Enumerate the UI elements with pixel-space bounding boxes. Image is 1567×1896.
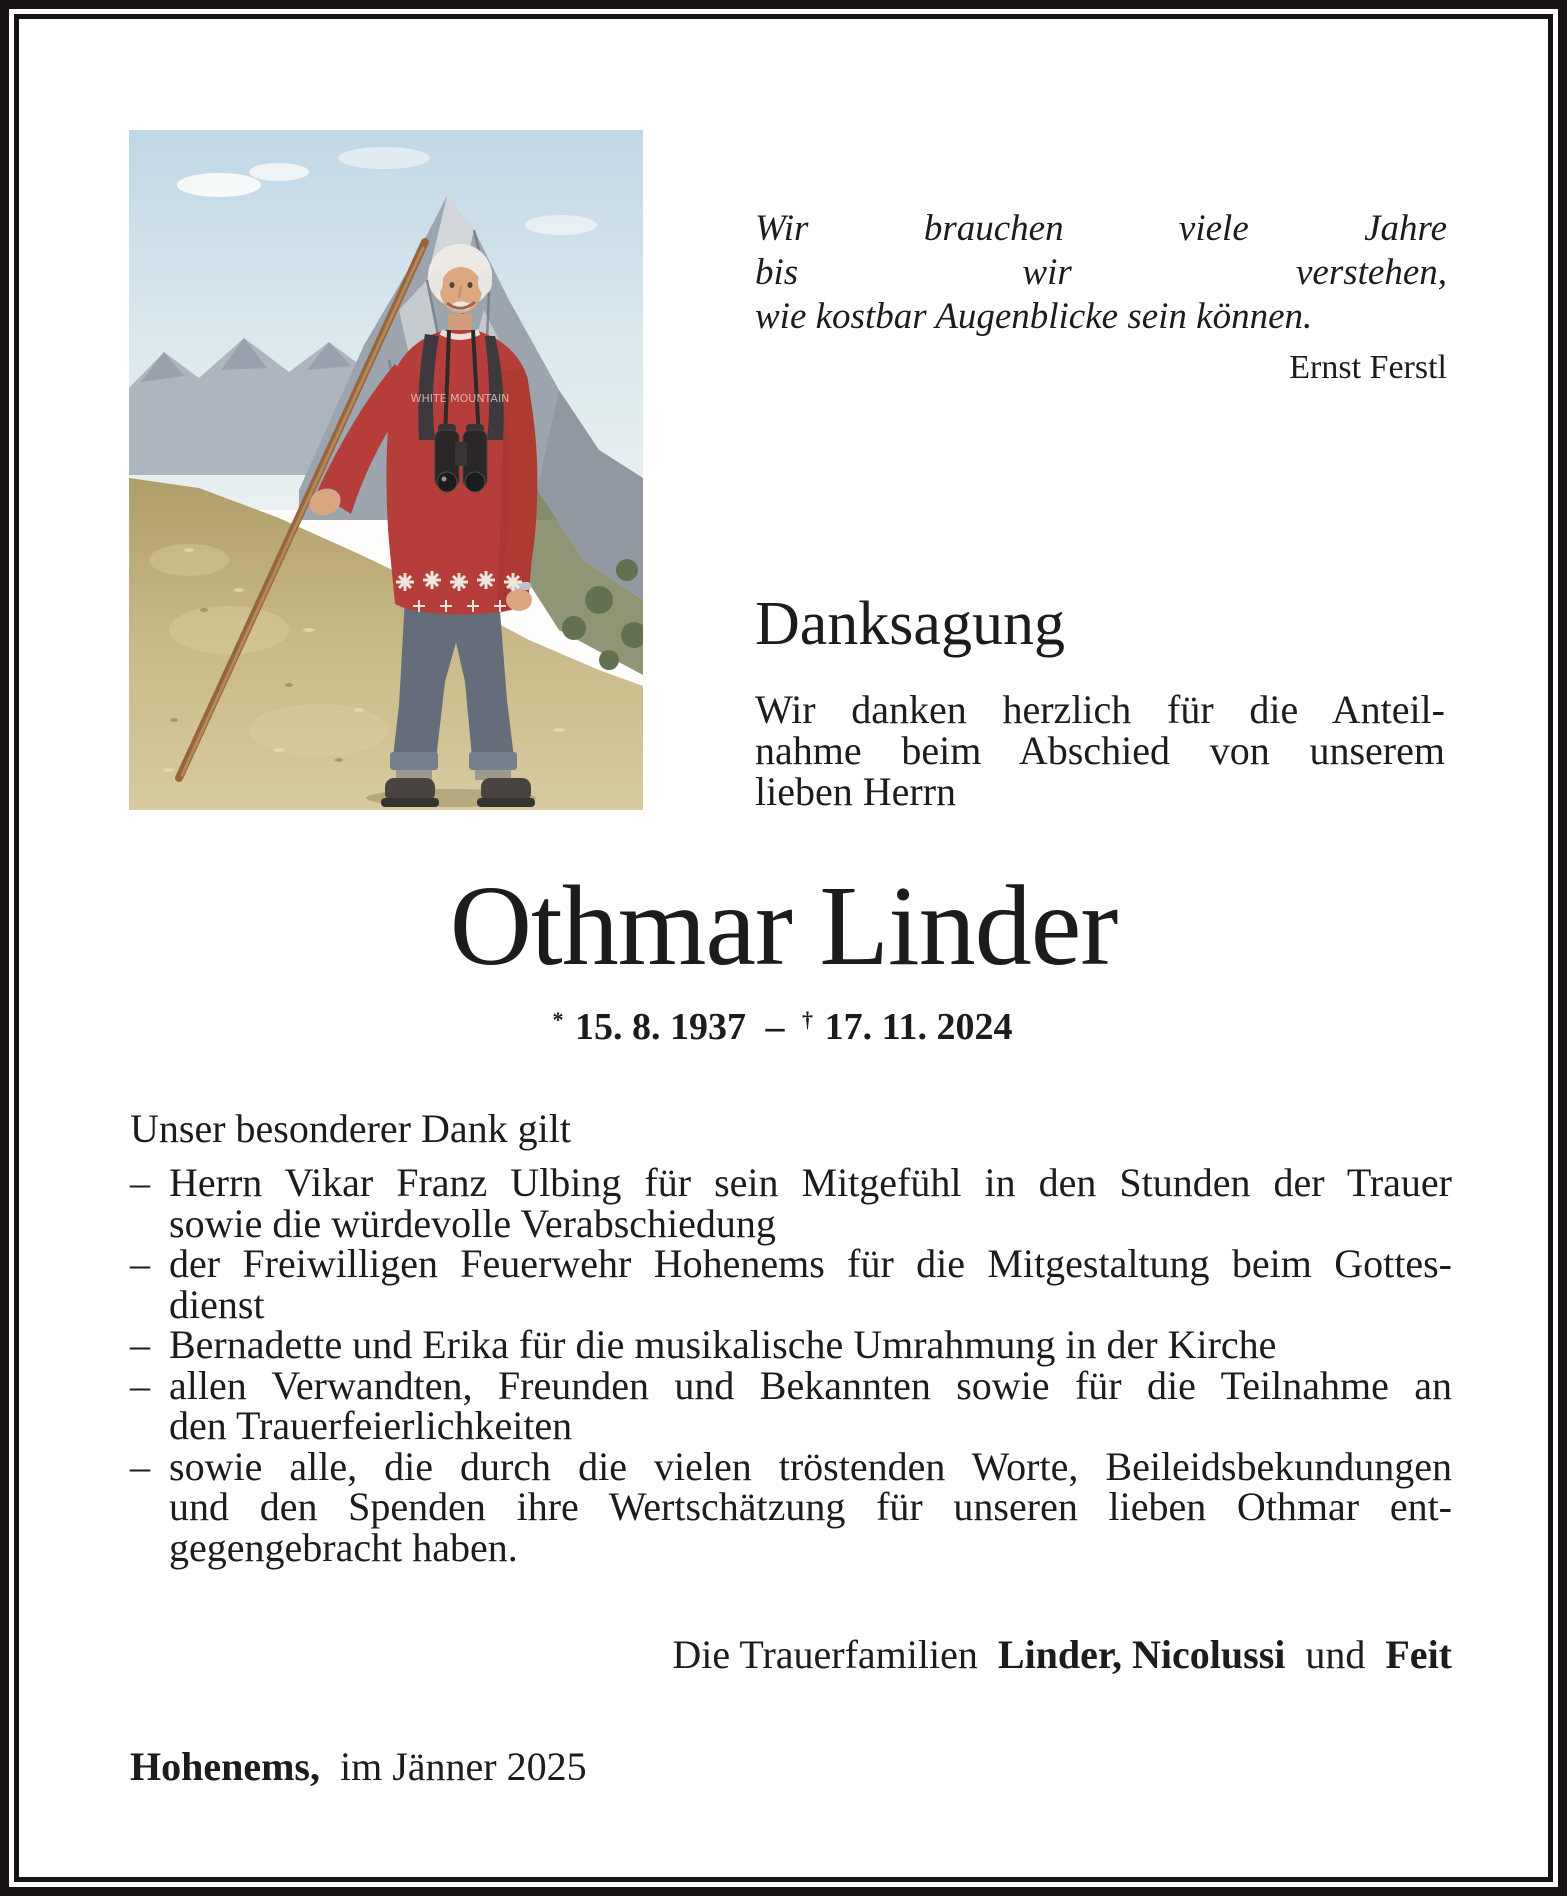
date-text: im Jänner 2025 — [340, 1744, 587, 1789]
list-dash: – — [130, 1241, 150, 1286]
text-line: dienst — [169, 1281, 265, 1327]
family-names-bold: Linder, Nicolussi — [997, 1632, 1286, 1677]
text-line: Herrn Vikar Franz Ulbing für sein Mitgefühl in den Stunden der Trauer — [169, 1160, 1452, 1205]
danksagung-intro — [755, 689, 1445, 812]
thanks-item — [130, 1443, 1452, 1570]
thanks-list — [130, 1160, 1452, 1570]
frame-white-pinstripe — [9, 9, 1558, 1887]
thanks-item-text — [169, 1443, 1452, 1570]
list-dash: – — [130, 1160, 150, 1205]
text-line: und den Spenden ihre Wertschätzung für unseren lieben Othmar ent- — [169, 1484, 1452, 1529]
text-line: sowie die würdevolle Verabschiedung — [169, 1200, 776, 1246]
list-dash: – — [130, 1362, 150, 1408]
text-line: der Freiwilligen Feuerwehr Hohenems für die Mitgestaltung beim Gottes- — [169, 1241, 1452, 1286]
thanks-item — [130, 1322, 1452, 1367]
place: Hohenems, — [130, 1744, 320, 1789]
danksagung-heading: Danksagung — [755, 590, 1065, 658]
memorial-photo-illustration — [129, 130, 643, 810]
thanks-item-text — [169, 1362, 1452, 1448]
text-line: nahme beim Abschied von unserem — [755, 728, 1445, 773]
family-conjunction: und — [1305, 1632, 1366, 1677]
memorial-card — [14, 14, 1553, 1882]
text-line: Wir danken herzlich für die Anteil- — [755, 687, 1445, 732]
thanks-item-text — [169, 1160, 1452, 1246]
deceased-name: Othmar Linder — [449, 862, 1118, 989]
text-line: sowie alle, die durch die vielen tröstenden Worte, Beileidsbekundungen — [169, 1443, 1452, 1489]
text-line: lieben Herrn — [755, 769, 957, 814]
family-line — [130, 1631, 1452, 1678]
text-line: gegengebracht haben. — [169, 1524, 518, 1570]
memorial-photo — [129, 130, 643, 810]
text-line: Wir brauchen viele Jahre — [755, 208, 1447, 249]
thanks-item-text — [169, 1241, 1452, 1327]
life-dates — [19, 1005, 1548, 1049]
thanks-item — [130, 1362, 1452, 1448]
birth-symbol: * — [552, 1006, 564, 1032]
text-line: den Trauerfeierlichkeiten — [169, 1403, 573, 1448]
vintage-tint — [129, 130, 643, 810]
text-line: wie kostbar Augenblicke sein können. — [755, 296, 1313, 337]
thanks-title: Unser besonderer Dank gilt — [130, 1106, 571, 1151]
death-date: 17. 11. 2024 — [824, 1006, 1013, 1048]
place-date-line — [130, 1743, 1452, 1790]
quote — [755, 207, 1447, 339]
thanks-item — [130, 1160, 1452, 1246]
death-symbol: † — [802, 1006, 814, 1032]
thanks-item — [130, 1241, 1452, 1327]
dates-separator: – — [765, 1006, 785, 1048]
thanks-item-text — [169, 1322, 1452, 1367]
family-name-bold-2: Feit — [1385, 1632, 1452, 1677]
list-dash: – — [130, 1443, 150, 1489]
birth-date: 15. 8. 1937 — [575, 1006, 747, 1048]
quote-attribution: Ernst Ferstl — [1289, 349, 1447, 386]
text-line: Bernadette und Erika für die musikalische Umrahmung in der Kirche — [169, 1322, 1277, 1367]
text-line: allen Verwandten, Freunden und Bekannten sowie für die Teilnahme an — [169, 1362, 1452, 1408]
list-dash: – — [130, 1322, 150, 1367]
sweater-text: WHITE MOUNTAIN — [410, 392, 510, 405]
family-prefix: Die Trauerfamilien — [672, 1632, 978, 1677]
text-line: bis wir verstehen, — [755, 252, 1447, 293]
